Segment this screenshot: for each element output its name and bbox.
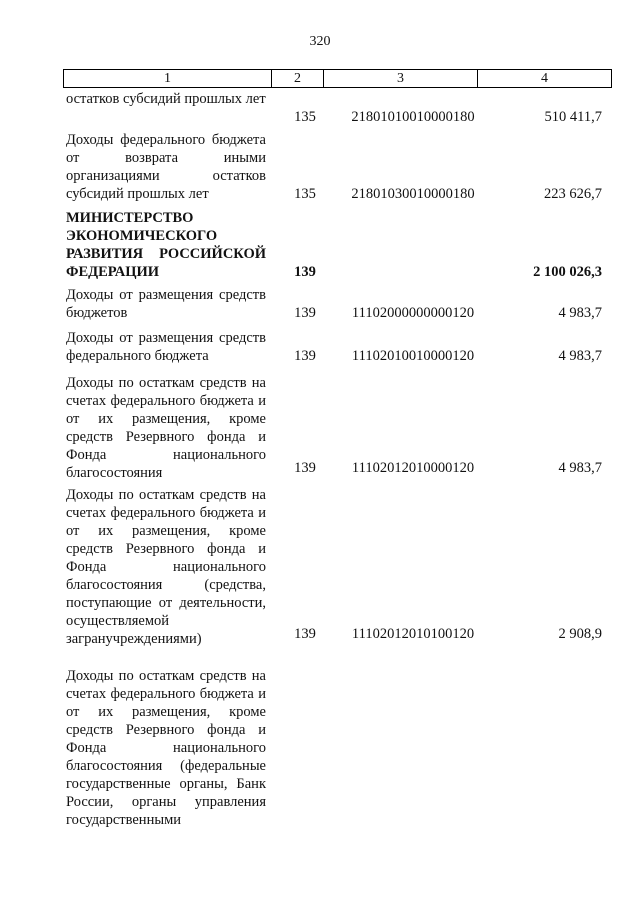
row-code: 139: [294, 460, 316, 476]
row-amount: 4 983,7: [558, 460, 602, 476]
row-kbk: 11102000000000120: [351, 305, 475, 321]
row-code: 135: [294, 186, 316, 202]
row-code: 139: [294, 264, 316, 280]
row-kbk: 11102010010000120: [351, 348, 475, 364]
row-amount: 2 100 026,3: [533, 264, 602, 280]
row-name: Доходы по остаткам средств на счетах федерального бюджета и от их размещения, кроме средств Резервного фонда и Фонда национального благосостояния (федеральные государственные органы, Банк России, органы управления государственными: [66, 668, 266, 828]
header-col-2: 2: [272, 70, 324, 88]
table-header: [63, 69, 612, 88]
row-code: 139: [294, 305, 316, 321]
row-kbk: 11102012010000120: [351, 460, 475, 476]
header-col-3: 3: [324, 70, 478, 88]
row-kbk: 11102012010100120: [351, 626, 475, 642]
row-name: МИНИСТЕРСТВО ЭКОНОМИЧЕСКОГО РАЗВИТИЯ РОССИЙСКОЙ ФЕДЕРАЦИИ: [66, 210, 266, 280]
row-code: 135: [294, 109, 316, 125]
row-amount: 510 411,7: [544, 109, 602, 125]
header-col-4: 4: [478, 70, 612, 88]
row-name: остатков субсидий прошлых лет: [66, 91, 266, 107]
row-name: Доходы федерального бюджета от возврата иными организациями остатков субсидий прошлых лет: [66, 132, 266, 202]
row-name: Доходы по остаткам средств на счетах федерального бюджета и от их размещения, кроме средств Резервного фонда и Фонда национального благосостояния (средства, поступающие от деятельности, осуществляемой загранучреждениями): [66, 487, 266, 647]
row-amount: 4 983,7: [558, 305, 602, 321]
row-kbk: 21801010010000180: [351, 109, 475, 125]
row-amount: 223 626,7: [544, 186, 602, 202]
row-amount: 4 983,7: [558, 348, 602, 364]
header-col-1: 1: [64, 70, 272, 88]
row-name: Доходы по остаткам средств на счетах федерального бюджета и от их размещения, кроме средств Резервного фонда и Фонда национального благосостояния: [66, 375, 266, 481]
page-number: 320: [309, 34, 331, 49]
row-amount: 2 908,9: [558, 626, 602, 642]
row-code: 139: [294, 348, 316, 364]
row-kbk: 21801030010000180: [351, 186, 475, 202]
row-code: 139: [294, 626, 316, 642]
row-name: Доходы от размещения средств федерального бюджета: [66, 330, 266, 364]
row-name: Доходы от размещения средств бюджетов: [66, 287, 266, 321]
